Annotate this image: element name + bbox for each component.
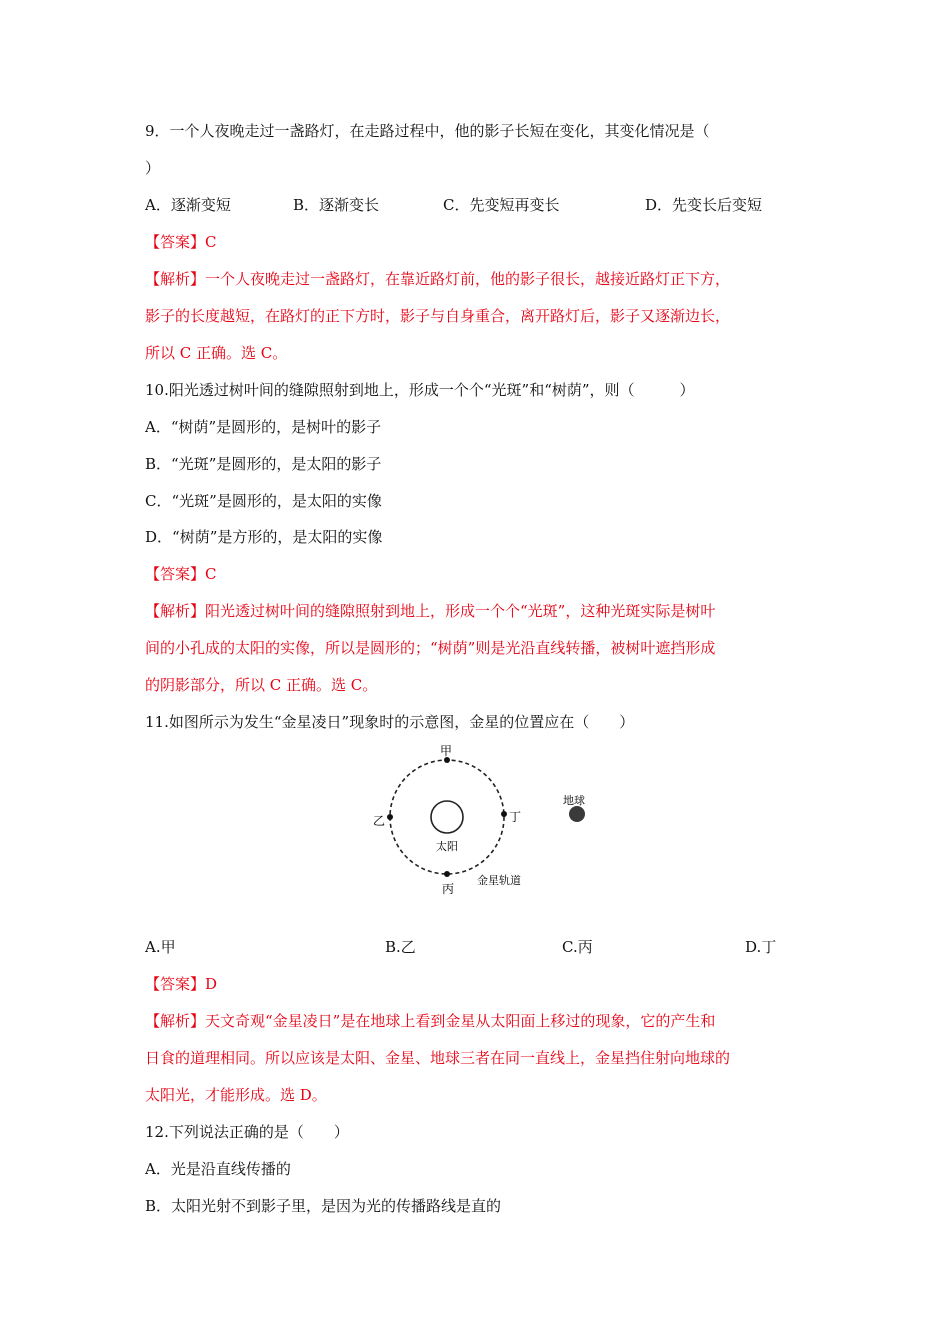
q12-option-b: B．太阳光射不到影子里，是因为光的传播路线是直的: [145, 1197, 502, 1215]
sun-circle: [431, 801, 463, 833]
q9-analysis-line-1: 【解析】一个人夜晚走过一盏路灯，在靠近路灯前，他的影子很长，越接近路灯正下方，: [145, 270, 731, 288]
q9-option-d: D．先变长后变短: [645, 196, 763, 214]
label-yi: 乙: [373, 814, 386, 828]
q11-option-d: D.丁: [745, 938, 777, 956]
q11-analysis-line-2: 日食的道理相同。所以应该是太阳、金星、地球三者在同一直线上，金星挡住射向地球的: [145, 1049, 731, 1067]
q10-analysis-line-3: 的阴影部分，所以 C 正确。选 C。: [145, 676, 378, 694]
q10-option-c: C．“光斑”是圆形的，是太阳的实像: [145, 492, 382, 510]
q9-stem: 9．一个人夜晚走过一盏路灯，在走路过程中，他的影子长短在变化，其变化情况是（: [145, 122, 710, 140]
q11-option-b: B.乙: [385, 938, 416, 956]
q10-analysis-line-2: 间的小孔成的太阳的实像，所以是圆形的；“树荫”则是光沿直线转播，被树叶遮挡形成: [145, 639, 716, 657]
q12-stem: 12.下列说法正确的是（ ）: [145, 1123, 349, 1141]
q9-option-c: C．先变短再变长: [443, 196, 560, 214]
label-earth: 地球: [563, 794, 585, 807]
point-yi: [387, 814, 393, 820]
q12-option-a: A．光是沿直线传播的: [145, 1160, 291, 1178]
q11-option-a: A.甲: [145, 938, 176, 956]
q10-analysis-line-1: 【解析】阳光透过树叶间的缝隙照射到地上，形成一个个“光斑”，这种光斑实际是树叶: [145, 602, 716, 620]
q10-answer: 【答案】C: [145, 565, 217, 583]
q9-option-a: A．逐渐变短: [145, 196, 231, 214]
q9-analysis-line-2: 影子的长度越短，在路灯的正下方时，影子与自身重合，离开路灯后，影子又逐渐边长，: [145, 307, 731, 325]
label-ding: 丁: [509, 810, 522, 824]
label-orbit: 金星轨道: [477, 874, 521, 887]
label-jia: 甲: [440, 744, 453, 758]
q10-stem: 10.阳光透过树叶间的缝隙照射到地上，形成一个个“光斑”和“树荫”，则（ ）: [145, 381, 695, 399]
label-bing: 丙: [442, 882, 455, 896]
q11-answer: 【答案】D: [145, 975, 218, 993]
q11-option-c: C.丙: [562, 938, 593, 956]
q11-analysis-line-3: 太阳光，才能形成。选 D。: [145, 1086, 327, 1104]
point-ding: [501, 811, 507, 817]
q9-stem-end: ）: [145, 159, 161, 177]
q9-option-b: B．逐渐变长: [293, 196, 380, 214]
q9-analysis-line-3: 所以 C 正确。选 C。: [145, 344, 288, 362]
label-sun: 太阳: [436, 840, 458, 853]
earth-circle: [569, 806, 585, 822]
point-bing: [444, 871, 450, 877]
venus-transit-diagram: [360, 740, 592, 898]
q11-analysis-line-1: 【解析】天文奇观“金星凌日”是在地球上看到金星从太阳面上移过的现象，它的产生和: [145, 1012, 716, 1030]
q10-option-b: B．“光斑”是圆形的，是太阳的影子: [145, 455, 382, 473]
q11-stem: 11.如图所示为发生“金星凌日”现象时的示意图，金星的位置应在（ ）: [145, 713, 635, 731]
q10-option-d: D．“树荫”是方形的，是太阳的实像: [145, 528, 383, 546]
q10-option-a: A．“树荫”是圆形的，是树叶的影子: [145, 418, 382, 436]
q9-answer: 【答案】C: [145, 233, 217, 251]
